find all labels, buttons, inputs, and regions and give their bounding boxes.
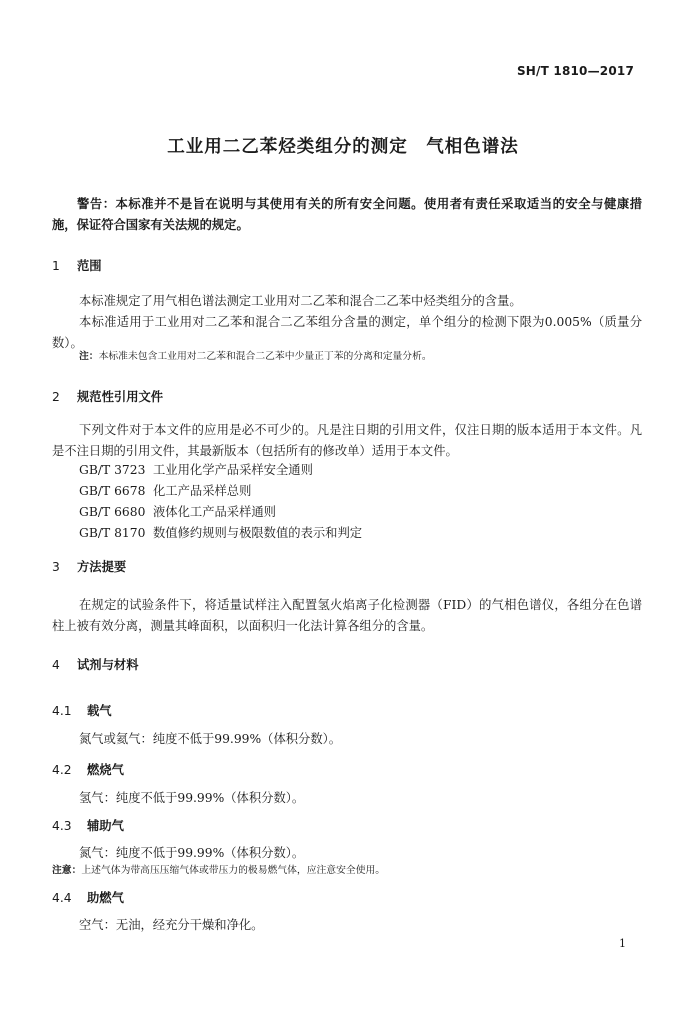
- reference-code: GB/T 6680: [79, 505, 146, 519]
- subsection-title: 燃烧气: [87, 763, 124, 777]
- section-2-paragraph-1: 下列文件对于本文件的应用是必不可少的。凡是注日期的引用文件，仅注日期的版本适用于本文件。凡是不注日期的引用文件，其最新版本（包括所有的修改单）适用于本文件。: [52, 423, 642, 458]
- subsection-4-3-heading: [52, 816, 124, 834]
- section-title: 范围: [77, 259, 102, 273]
- note-label: 注：: [79, 351, 99, 362]
- section-4-heading: [52, 655, 139, 673]
- section-title: 试剂与材料: [77, 658, 139, 672]
- reference-code: GB/T 8170: [79, 526, 146, 540]
- reference-item: [79, 502, 362, 523]
- reference-code: GB/T 6678: [79, 484, 146, 498]
- normative-references-list: [79, 460, 362, 544]
- reference-title: 数值修约规则与极限数值的表示和判定: [153, 526, 363, 540]
- standard-code: SH/T 1810—2017: [516, 64, 634, 78]
- reference-item: [79, 523, 362, 544]
- section-number: 2: [52, 390, 60, 404]
- subsection-title: 辅助气: [87, 819, 124, 833]
- subsection-4-1-heading: [52, 701, 112, 719]
- section-1-note: [79, 350, 639, 364]
- section-title: 规范性引用文件: [77, 390, 164, 404]
- subsection-4-3-text: 氮气：纯度不低于99.99%（体积分数）。: [79, 846, 305, 860]
- section-number: 3: [52, 560, 60, 574]
- subsection-title: 载气: [87, 704, 112, 718]
- subsection-4-2-heading: [52, 760, 124, 778]
- section-3-paragraph-1: 在规定的试验条件下，将适量试样注入配置氢火焰离子化检测器（FID）的气相色谱仪，各组分在色谱柱上被有效分离，测量其峰面积，以面积归一化法计算各组分的含量。: [52, 598, 642, 633]
- reference-title: 化工产品采样总则: [153, 484, 252, 498]
- safety-warning: 警告：本标准并不是旨在说明与其使用有关的所有安全问题。使用者有责任采取适当的安全与健康措施，保证符合国家有关法规的规定。: [52, 197, 642, 232]
- section-1-paragraph-2: 本标准适用于工业用对二乙苯和混合二乙苯组分含量的测定，单个组分的检测下限为0.005%（质量分数）。: [52, 315, 642, 350]
- section-3-heading: [52, 557, 126, 575]
- subsection-4-1-text: 氮气或氦气：纯度不低于99.99%（体积分数）。: [79, 732, 342, 746]
- subsection-title: 助燃气: [87, 891, 124, 905]
- reference-item: [79, 460, 362, 481]
- note-text: 本标准未包含工业用对二乙苯和混合二乙苯中少量正丁苯的分离和定量分析。: [98, 351, 432, 362]
- reference-title: 工业用化学产品采样安全通则: [153, 463, 313, 477]
- note-label: 注意：: [52, 865, 82, 876]
- section-1-heading: [52, 256, 102, 274]
- subsection-4-4-text: 空气：无油，经充分干燥和净化。: [79, 918, 264, 932]
- section-2-heading: [52, 387, 163, 405]
- section-number: 4: [52, 658, 60, 672]
- subsection-4-4-heading: [52, 888, 124, 906]
- section-1-paragraph-1: 本标准规定了用气相色谱法测定工业用对二乙苯和混合二乙苯中烃类组分的含量。: [79, 294, 522, 308]
- subsection-number: 4.4: [52, 891, 72, 905]
- section-number: 1: [52, 259, 60, 273]
- subsection-number: 4.2: [52, 763, 72, 777]
- reference-title: 液体化工产品采样通则: [153, 505, 276, 519]
- reference-code: GB/T 3723: [79, 463, 146, 477]
- note-text: 上述气体为带高压压缩气体或带压力的极易燃气体，应注意安全使用。: [81, 865, 386, 876]
- section-title: 方法提要: [77, 560, 127, 574]
- subsection-number: 4.3: [52, 819, 72, 833]
- reference-item: [79, 481, 362, 502]
- subsection-number: 4.1: [52, 704, 72, 718]
- subsection-4-3-caution-note: [52, 864, 612, 878]
- page-number: 1: [619, 937, 626, 950]
- document-title: 工业用二乙苯烃类组分的测定 气相色谱法: [167, 137, 519, 157]
- subsection-4-2-text: 氢气：纯度不低于99.99%（体积分数）。: [79, 791, 305, 805]
